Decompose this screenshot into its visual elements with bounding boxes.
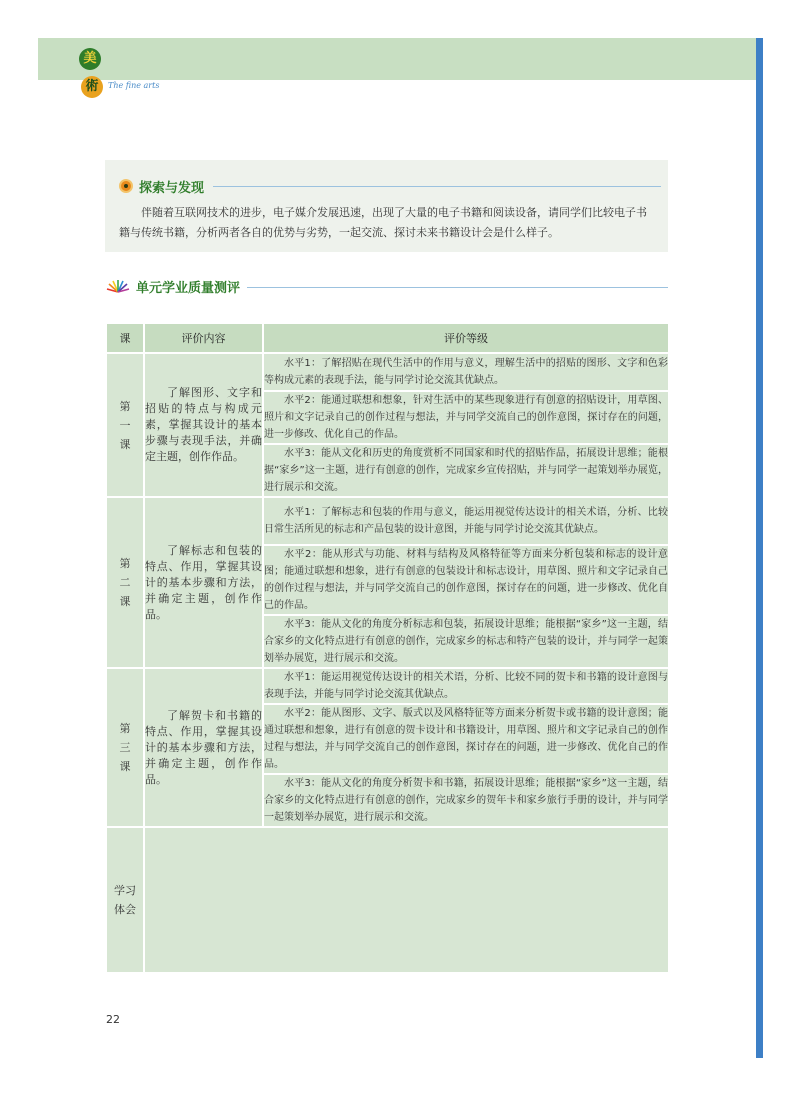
level-text: 水平2：能从图形、文字、版式以及风格特征等方面来分析贺卡或书籍的设计意图；能通过联想和想象，进行有创意的贺卡设计和书籍设计，用草图、照片和文字记录自己的创作过程与想法，并与同学交流自己的创作意图，探讨存在的问题，进一步修改、优化自己的作品。 [264,708,668,770]
level-cell [263,444,669,497]
header-subtitle: The fine arts [108,81,160,90]
experience-label: 学习体会 [114,884,136,916]
unit-heading [105,277,668,295]
explore-heading [119,177,204,195]
page-edge-bar [756,38,763,1058]
level-text: 水平3：能从文化的角度分析贺卡和书籍，拓展设计思维；能根据“家乡”这一主题，结合家乡的文化特点进行有创意的创作，完成家乡的贺年卡和家乡旅行手册的设计，并与同学一起策划举办展览，进行展示和交流。 [264,778,668,823]
evaluation-table [105,322,670,974]
level-text: 水平3：能从文化和历史的角度赏析不同国家和时代的招贴作品，拓展设计思维；能根据“家乡”这一主题，进行有创意的创作，完成家乡宣传招贴，并与同学一起策划举办展览，进行展示和交流。 [264,448,668,493]
rainbow-fan-icon [105,279,131,293]
level-text: 水平1：能运用视觉传达设计的相关术语，分析、比较不同的贺卡和书籍的设计意图与表现手法，并能与同学讨论交流其优缺点。 [264,672,668,700]
unit-title: 单元学业质量测评 [136,281,241,296]
level-cell [263,774,669,827]
level-text: 水平3：能从文化的角度分析标志和包装，拓展设计思维；能根据“家乡”这一主题，结合家乡的文化特点进行有创意的创作，完成家乡的标志和特产包装的设计，并与同学一起策划举办展览，进行展示和交流。 [264,619,668,664]
table-row [106,497,669,545]
header-level: 评价等级 [263,323,669,353]
level-cell [263,497,669,545]
level-text: 水平2：能通过联想和想象，针对生活中的某些现象进行有创意的招贴设计，用草图、照片和文字记录自己的创作过程与想法，并与同学交流自己的创作意图，探讨存在的问题，进一步修改、优化自己的作品。 [264,395,668,440]
page-number: 22 [106,1013,120,1026]
level-text: 水平1：了解标志和包装的作用与意义，能运用视觉传达设计的相关术语，分析、比较日常生活所见的标志和产品包装的设计意图，并能与同学讨论交流其优缺点。 [264,507,668,535]
header-lesson: 课 [106,323,144,353]
lesson-cell [106,668,144,827]
lesson-name: 第一课 [119,399,131,451]
table-row [106,353,669,391]
explore-box [105,160,668,252]
content-cell [144,353,263,497]
divider [247,287,668,288]
eye-icon [119,179,133,193]
explore-body: 伴随着互联网技术的进步，电子媒介发展迅速，出现了大量的电子书籍和阅读设备，请同学们比较电子书籍与传统书籍，分析两者各自的优势与劣势，一起交流、探讨未来书籍设计会是什么样子。 [119,206,647,239]
level-text: 水平1：了解招贴在现代生活中的作用与意义，理解生活中的招贴的图形、文字和色彩等构成元素的表现手法，能与同学讨论交流其优缺点。 [264,358,668,386]
lesson-name: 第三课 [119,722,131,773]
content-cell [144,668,263,827]
level-cell [263,353,669,391]
experience-writing-area[interactable] [144,827,669,973]
level-cell [263,391,669,444]
experience-label-cell [106,827,144,973]
logo-badge-bottom: 術 [81,76,103,98]
content-text: 了解标志和包装的特点、作用，掌握其设计的基本步骤和方法，并确定主题，创作作品。 [145,543,262,621]
level-cell [263,704,669,774]
logo-badge-top: 美 [79,48,101,70]
table-row [106,827,669,973]
level-cell [263,668,669,704]
level-text: 水平2：能从形式与功能、材料与结构及风格特征等方面来分析包装和标志的设计意图；能通过联想和想象，进行有创意的包装设计和标志设计，用草图、照片和文字记录自己的创作过程与想法，并与同学交流自己的创作意图，探讨存在的问题，进一步修改、优化自己的作品。 [264,549,668,611]
level-cell [263,615,669,668]
header-content: 评价内容 [144,323,263,353]
content-text: 了解贺卡和书籍的特点、作用，掌握其设计的基本步骤和方法，并确定主题，创作作品。 [145,708,262,786]
explore-title: 探索与发现 [139,180,205,196]
content-cell [144,497,263,668]
level-cell [263,545,669,615]
table-header-row [106,323,669,353]
lesson-cell [106,353,144,497]
table-row [106,668,669,704]
lesson-name: 第二课 [119,557,131,608]
content-text: 了解图形、文字和招贴的特点与构成元素，掌握其设计的基本步骤与表现手法，并确定主题，创作作品。 [145,386,262,463]
header-bar [38,38,756,80]
lesson-cell [106,497,144,668]
divider [213,186,661,187]
